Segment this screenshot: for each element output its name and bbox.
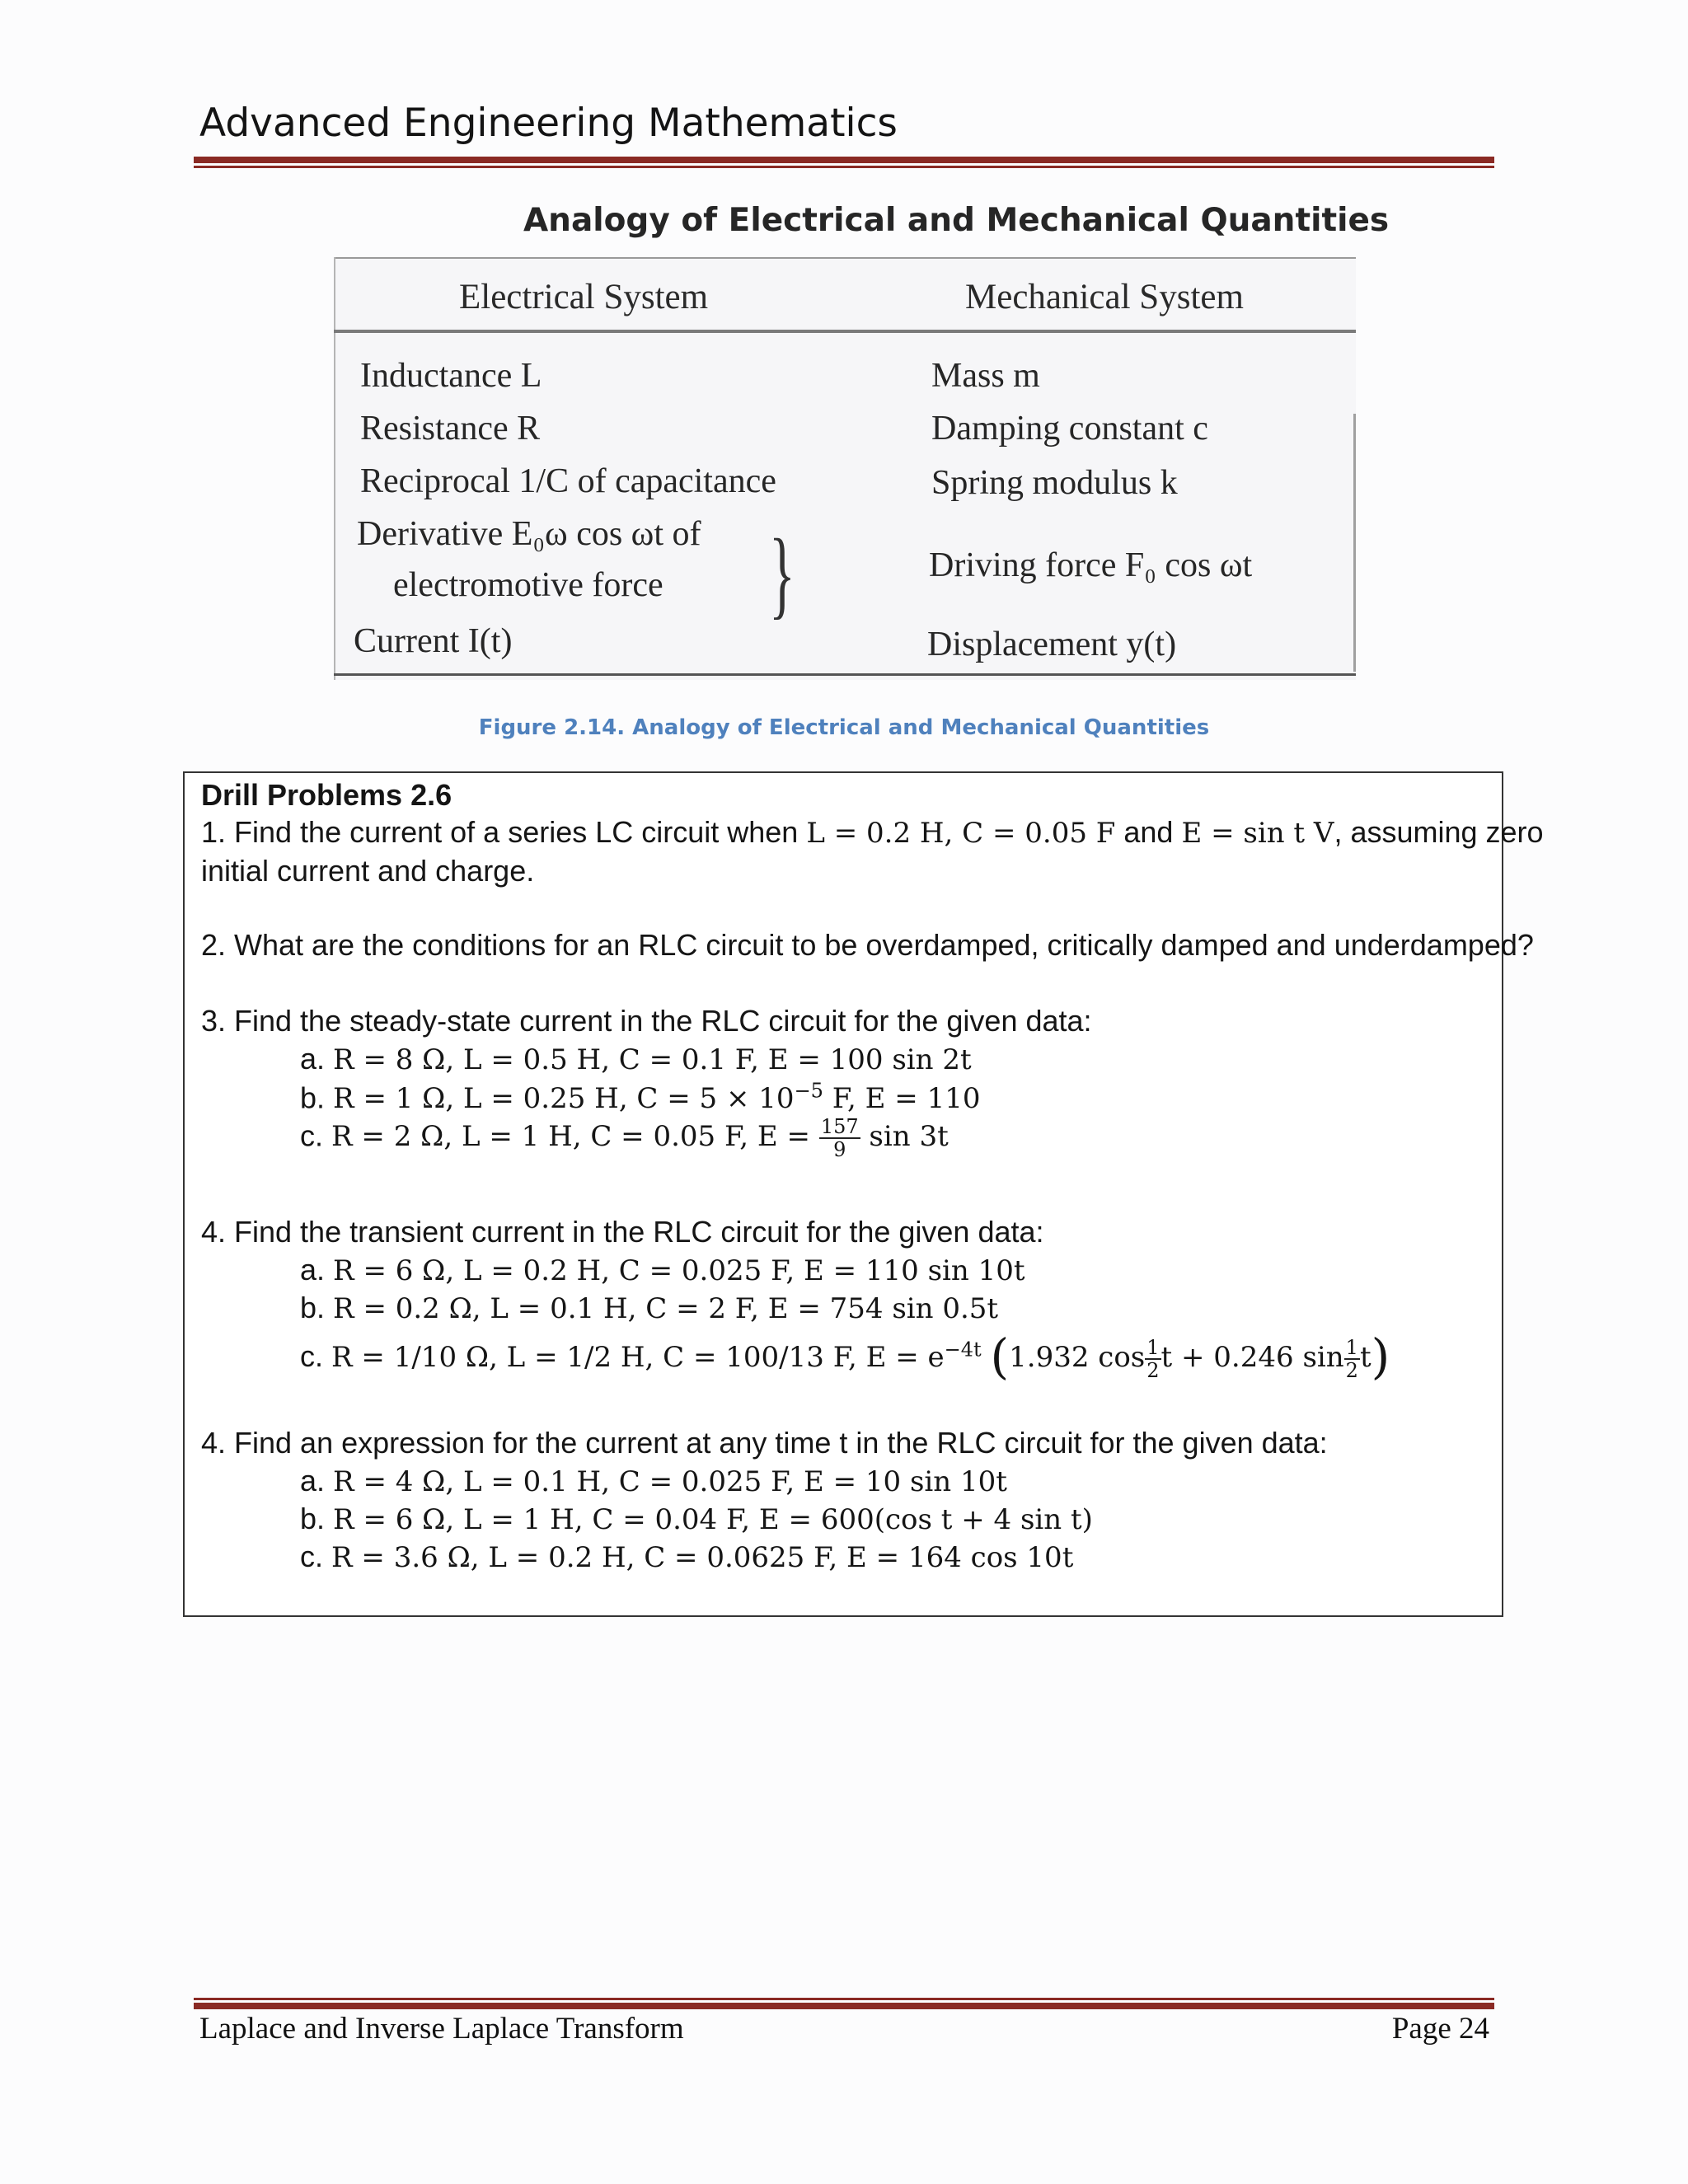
problem-3b-exponent: −5 — [794, 1080, 823, 1103]
electrical-cell: Reciprocal 1/C of capacitance — [360, 462, 776, 500]
problem-4b — [300, 1291, 998, 1325]
item-label: a. — [300, 1042, 334, 1076]
problem-4a-math: R = 6 Ω, L = 0.2 H, C = 0.025 F, E = 110 sin 10t — [333, 1254, 1025, 1287]
problem-5b-math: R = 6 Ω, L = 1 H, C = 0.04 F, E = 600(cos t + 4 sin t) — [333, 1503, 1093, 1536]
problem-3c-math — [331, 1115, 949, 1162]
problem-4b-math: R = 0.2 Ω, L = 0.1 H, C = 2 F, E = 754 sin 0.5t — [333, 1292, 999, 1325]
header-rule-thin — [194, 166, 1494, 168]
fraction — [1344, 1337, 1360, 1382]
problem-4c-math — [331, 1329, 1390, 1385]
fraction-numerator: 157 — [820, 1115, 859, 1138]
item-label: c. — [300, 1540, 332, 1573]
electrical-cell: Derivative E₀ω cos ωt of — [357, 515, 701, 553]
problem-3a — [300, 1042, 972, 1076]
problem-1 — [201, 815, 1544, 850]
page-header-title: Advanced Engineering Mathematics — [199, 101, 898, 146]
problem-1-line-2: initial current and charge. — [201, 854, 535, 888]
problem-4c-math-start: R = 1/10 Ω, L = 1/2 H, C = 100/13 F, E = e — [331, 1341, 945, 1374]
item-label: b. — [300, 1502, 334, 1535]
problem-3c — [300, 1116, 949, 1161]
problem-4c — [300, 1329, 1390, 1385]
problem-1-and: and — [1115, 815, 1182, 849]
mechanical-cell: Mass m — [931, 357, 1040, 395]
left-paren: ( — [990, 1329, 1010, 1385]
problem-5a — [300, 1464, 1007, 1498]
fraction-numerator: 1 — [1345, 1335, 1358, 1359]
problem-4a — [300, 1253, 1025, 1287]
problem-3: 3. Find the steady-state current in the RLC circuit for the given data: — [201, 1004, 1092, 1038]
curly-brace-icon: } — [769, 518, 795, 628]
electrical-cell: Inductance L — [360, 357, 542, 395]
electrical-cell: Resistance R — [360, 410, 541, 448]
footer-rule-thin — [194, 1998, 1494, 2000]
table-left-rule — [334, 257, 335, 680]
problem-3b-math — [333, 1082, 980, 1115]
electrical-cell-continued: electromotive force — [393, 566, 663, 604]
fraction-denominator: 2 — [1345, 1359, 1358, 1382]
electrical-cell: Current I(t) — [354, 622, 513, 660]
problem-3c-math-end: sin 3t — [860, 1120, 949, 1154]
problem-3a-math: R = 8 Ω, L = 0.5 H, C = 0.1 F, E = 100 sin 2t — [333, 1043, 972, 1076]
fraction — [1145, 1337, 1160, 1382]
mechanical-cell: Displacement y(t) — [927, 626, 1177, 663]
right-paren: ) — [1371, 1329, 1390, 1385]
header-rule-thick — [194, 157, 1494, 163]
item-label: b. — [300, 1291, 334, 1324]
problem-3b — [300, 1080, 981, 1115]
problem-4c-term-1: 1.932 cos — [1009, 1341, 1146, 1374]
item-label: c. — [300, 1339, 332, 1373]
analogy-table — [334, 257, 1356, 680]
column-header-mechanical: Mechanical System — [965, 278, 1244, 316]
problem-1-text-end: , assuming zero — [1334, 815, 1544, 849]
footer-rule-thick — [194, 2003, 1494, 2009]
problem-1-math-emf: E = sin t V — [1181, 817, 1334, 850]
problem-4c-term-2: t + 0.246 sin — [1160, 1341, 1344, 1374]
problem-3b-math-start: R = 1 Ω, L = 0.25 H, C = 5 × 10 — [333, 1082, 795, 1116]
problem-5: 4. Find an expression for the current at any time t in the RLC circuit for the given data: — [201, 1426, 1328, 1460]
mechanical-cell: Damping constant c — [931, 410, 1208, 448]
table-header-rule — [334, 330, 1356, 333]
mechanical-cell: Spring modulus k — [931, 464, 1178, 502]
drill-heading: Drill Problems 2.6 — [201, 778, 452, 812]
drill-problems-box — [183, 771, 1544, 1617]
fraction-denominator: 2 — [1146, 1359, 1160, 1382]
column-header-electrical: Electrical System — [459, 278, 709, 316]
fraction-denominator: 9 — [833, 1138, 846, 1162]
table-bottom-rule — [334, 673, 1356, 676]
fraction-numerator: 1 — [1146, 1335, 1160, 1359]
item-label: b. — [300, 1080, 334, 1115]
problem-4c-exponent: −4t — [944, 1338, 982, 1361]
problem-1-math-values: L = 0.2 H, C = 0.05 F — [806, 817, 1116, 850]
table-top-rule — [334, 257, 1356, 259]
problem-3b-math-end: F, E = 110 — [823, 1082, 981, 1116]
figure-title: Analogy of Electrical and Mechanical Quantities — [523, 202, 1390, 239]
item-label: a. — [300, 1464, 334, 1497]
problem-5b — [300, 1502, 1093, 1536]
item-label: a. — [300, 1253, 334, 1286]
item-label: c. — [300, 1118, 332, 1153]
footer-page-number: Page 24 — [1391, 2012, 1489, 2046]
problem-4: 4. Find the transient current in the RLC circuit for the given data: — [201, 1215, 1044, 1249]
problem-2: 2. What are the conditions for an RLC circuit to be overdamped, critically damped and underdamped? — [201, 928, 1534, 962]
problem-5c-math: R = 3.6 Ω, L = 0.2 H, C = 0.0625 F, E = 164 cos 10t — [331, 1541, 1074, 1574]
problem-4c-term-3: t — [1359, 1341, 1372, 1374]
footer-chapter-title: Laplace and Inverse Laplace Transform — [199, 2012, 684, 2046]
problem-1-text: 1. Find the current of a series LC circuit when — [201, 815, 807, 849]
mechanical-cell: Driving force F₀ cos ωt — [929, 546, 1253, 584]
fraction — [819, 1116, 860, 1161]
problem-3c-math-start: R = 2 Ω, L = 1 H, C = 0.05 F, E = — [331, 1120, 819, 1154]
figure-caption: Figure 2.14. Analogy of Electrical and Mechanical Quantities — [478, 715, 1210, 740]
problem-5c — [300, 1540, 1073, 1574]
problem-5a-math: R = 4 Ω, L = 0.1 H, C = 0.025 F, E = 10 sin 10t — [333, 1465, 1007, 1498]
table-right-rule — [1353, 414, 1356, 672]
